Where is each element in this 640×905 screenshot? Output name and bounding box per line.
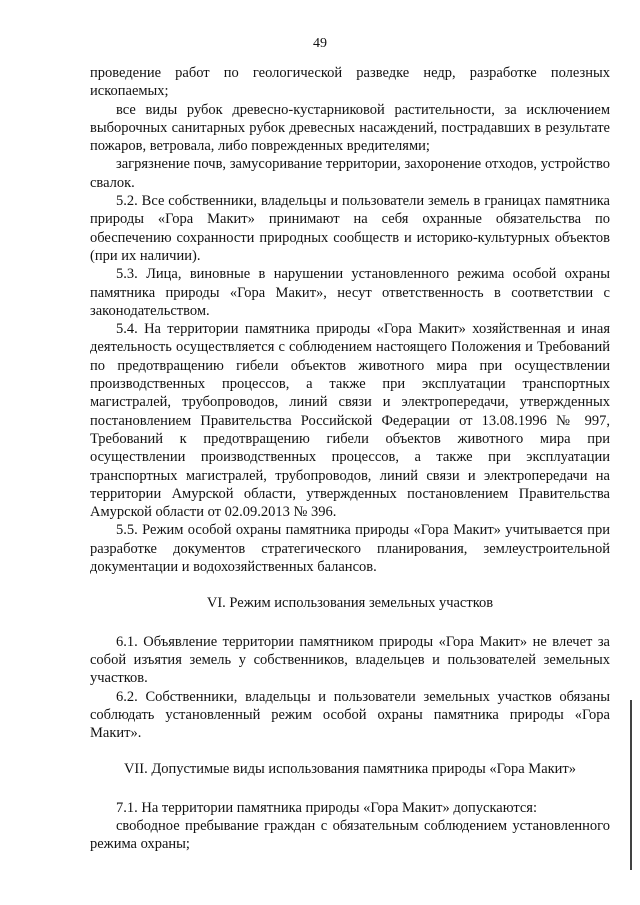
paragraph: 5.2. Все собственники, владельцы и пользователи земель в границах памятника природы «Гора Макит» принимают на себя охранные обязательства по обеспечению сохранности природных сообществ и историко-культурных объектов (при их наличии). (90, 193, 610, 264)
paragraph: загрязнение почв, замусоривание территории, захоронение отходов, устройство свалок. (90, 156, 610, 191)
paragraph: 6.1. Объявление территории памятником природы «Гора Макит» не влечет за собой изъятия земель у собственников, владельцев и пользователей земельных участков. (90, 633, 610, 687)
paragraph: свободное пребывание граждан с обязательным соблюдением установленного режима охраны; (90, 817, 610, 853)
paragraph: 5.5. Режим особой охраны памятника природы «Гора Макит» учитывается при разработке документов стратегического планирования, землеустроительной документации и водохозяйственных балансов. (90, 522, 610, 576)
paragraph: 7.1. На территории памятника природы «Гора Макит» допускаются: (116, 799, 537, 816)
scan-edge-line (630, 700, 632, 870)
paragraph: 5.4. На территории памятника природы «Гора Макит» хозяйственная и иная деятельность осуществляется с соблюдением настоящего Положения и Требований по предотвращению гибели объектов животного мира при осуществлении производственных процессов, а также при эксплуатации транспортных магистралей, трубопроводов, линий связи и электропередачи, утвержденных постановлением Правительства Российской Федерации от 13.08.1996 № 997, Требований к предотвращению гибели объектов животного мира при осуществлении производственных процессов, а также при эксплуатации транспортных магистралей, трубопроводов, линий связи и электропередачи на территории Амурской области, утвержденных постановлением Правительства Амурской области от 02.09.2013 № 396. (90, 321, 610, 521)
section-heading: VI. Режим использования земельных участков (206, 595, 494, 612)
section-heading: VII. Допустимые виды использования памятника природы «Гора Макит» (123, 761, 577, 778)
paragraph: 5.3. Лица, виновные в нарушении установленного режима особой охраны памятника природы «Гора Макит», несут ответственность в соответствии с законодательством. (90, 266, 610, 319)
paragraph: 6.2. Собственники, владельцы и пользователи земельных участков обязаны соблюдать установленный режим особой охраны памятника природы «Гора Макит». (90, 688, 610, 742)
paragraph: все виды рубок древесно-кустарниковой растительности, за исключением выборочных санитарных рубок древесных насаждений, пострадавших в результате пожаров, ветровала, либо поврежденных вредителями; (90, 101, 610, 155)
paragraph: проведение работ по геологической разведке недр, разработке полезных ископаемых; (90, 65, 610, 100)
document-body (90, 64, 610, 854)
page-number: 49 (313, 36, 327, 51)
